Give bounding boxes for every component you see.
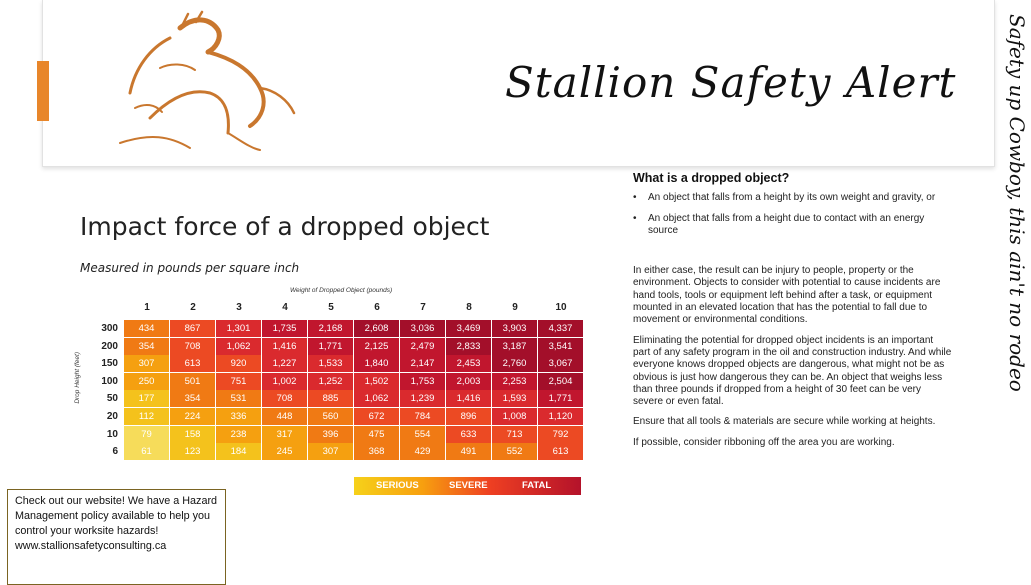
- heatmap-cell: 238: [216, 426, 261, 443]
- info-bullet: • An object that falls from a height by its own weight and gravity, or: [633, 192, 953, 204]
- heatmap-cell: 2,453: [446, 355, 491, 372]
- heatmap-cell: 475: [354, 426, 399, 443]
- legend-serious: SERIOUS: [376, 480, 419, 491]
- side-slogan: Safety up Cowboy, this ain't no rodeo: [1005, 14, 1029, 392]
- heatmap-cell: 531: [216, 390, 261, 407]
- heatmap-cell: 1,502: [354, 373, 399, 390]
- weight-tick-label: 4: [282, 302, 288, 313]
- heatmap-cell: 123: [170, 443, 215, 460]
- heatmap-cell: 79: [124, 426, 169, 443]
- heatmap-cell: 1,735: [262, 320, 307, 337]
- heatmap-cell: 713: [492, 426, 537, 443]
- heatmap-cell: 1,252: [308, 373, 353, 390]
- heatmap-cell: 920: [216, 355, 261, 372]
- heatmap-cell: 613: [170, 355, 215, 372]
- heatmap-cell: 307: [308, 443, 353, 460]
- heatmap-cell: 354: [124, 338, 169, 355]
- heatmap-cell: 354: [170, 390, 215, 407]
- height-axis-title: Drop Height (feet): [74, 352, 81, 404]
- weight-tick-label: 6: [374, 302, 380, 313]
- brand-title: Stallion Safety Alert: [505, 58, 957, 107]
- weight-axis-title: Weight of Dropped Object (pounds): [290, 287, 393, 294]
- info-panel: [633, 172, 953, 457]
- heatmap-cell: 3,036: [400, 320, 445, 337]
- heatmap-cell: 177: [124, 390, 169, 407]
- severity-legend: [354, 477, 581, 495]
- heatmap-cell: 633: [446, 426, 491, 443]
- info-paragraph: In either case, the result can be injury to people, property or the environment. Objects to consider with potential to cause incidents are hand tools, tools or equipment left behind after a task, or equipment mounted in an elevated location that has the potential to fall due to movement or environmental conditions.: [633, 265, 941, 326]
- height-tick-label: 150: [101, 358, 118, 370]
- heatmap-cell: 3,903: [492, 320, 537, 337]
- heatmap-cell: 1,593: [492, 390, 537, 407]
- heatmap-cell: 867: [170, 320, 215, 337]
- heatmap-cell: 336: [216, 408, 261, 425]
- heatmap-cell: 429: [400, 443, 445, 460]
- heatmap-cell: 1,062: [354, 390, 399, 407]
- heatmap-cell: 552: [492, 443, 537, 460]
- weight-tick-label: 5: [328, 302, 334, 313]
- info-bullet: • An object that falls from a height due to contact with an energy source: [633, 213, 953, 238]
- heatmap-cell: 501: [170, 373, 215, 390]
- heatmap-cell: 885: [308, 390, 353, 407]
- website-text: Check out our website! We have a Hazard Management policy available to help you control your worksite hazards!: [15, 495, 218, 537]
- heatmap-cell: 896: [446, 408, 491, 425]
- weight-tick-label: 7: [420, 302, 426, 313]
- heatmap-cell: 434: [124, 320, 169, 337]
- weight-tick-label: 3: [236, 302, 242, 313]
- heatmap-cell: 396: [308, 426, 353, 443]
- height-tick-label: 300: [101, 323, 118, 334]
- chart-title: Impact force of a dropped object: [80, 212, 490, 241]
- heatmap-cell: 4,337: [538, 320, 583, 337]
- heatmap-cell: 245: [262, 443, 307, 460]
- height-tick-label: 10: [106, 428, 118, 440]
- heatmap-cell: 1,120: [538, 408, 583, 425]
- heatmap-cell: 3,187: [492, 338, 537, 355]
- stallion-logo: [110, 8, 310, 158]
- heatmap-cell: 2,504: [538, 373, 583, 390]
- weight-tick-label: 1: [144, 302, 150, 313]
- legend-severe: SEVERE: [449, 480, 488, 491]
- heatmap-cell: 784: [400, 408, 445, 425]
- heatmap-cell: 2,003: [446, 373, 491, 390]
- heatmap-cell: 2,147: [400, 355, 445, 372]
- heatmap-cell: 61: [124, 443, 169, 460]
- heatmap-cell: 3,067: [538, 355, 583, 372]
- heatmap-cell: 1,753: [400, 373, 445, 390]
- heatmap-cell: 224: [170, 408, 215, 425]
- heatmap-cell: 613: [538, 443, 583, 460]
- heatmap-cell: 1,227: [262, 355, 307, 372]
- info-paragraph: Eliminating the potential for dropped object incidents is an important part of any safety program in the oil and construction industry. And while everyone knows dropped objects are dangerous, what might not be as obvious is just how dangerous they can be. An object that weighs less than three pounds if dropped from a height of 30 feet can be very severe or even fatal.: [633, 334, 952, 408]
- heatmap-cell: 672: [354, 408, 399, 425]
- accent-bar: [37, 61, 49, 121]
- heatmap-cell: 1,416: [446, 390, 491, 407]
- heatmap-cell: 2,833: [446, 338, 491, 355]
- heatmap-cell: 1,771: [308, 338, 353, 355]
- heatmap-cell: 1,771: [538, 390, 583, 407]
- impact-force-heatmap: [124, 320, 584, 460]
- height-tick-label: 200: [101, 340, 118, 352]
- heatmap-cell: 3,469: [446, 320, 491, 337]
- heatmap-cell: 184: [216, 443, 261, 460]
- heatmap-cell: 1,239: [400, 390, 445, 407]
- info-paragraph: Ensure that all tools & materials are secure while working at heights.: [633, 416, 936, 428]
- legend-fatal: FATAL: [522, 480, 552, 491]
- heatmap-cell: 1,301: [216, 320, 261, 337]
- heatmap-cell: 708: [170, 338, 215, 355]
- heatmap-cell: 368: [354, 443, 399, 460]
- heatmap-cell: 112: [124, 408, 169, 425]
- height-tick-label: 20: [106, 411, 118, 422]
- heatmap-cell: 250: [124, 373, 169, 390]
- height-tick-label: 50: [106, 393, 118, 405]
- height-tick-label: 100: [101, 375, 118, 387]
- website-link[interactable]: www.stallionsafetyconsulting.ca: [15, 540, 167, 552]
- heatmap-cell: 491: [446, 443, 491, 460]
- heatmap-cell: 2,168: [308, 320, 353, 337]
- heatmap-cell: 560: [308, 408, 353, 425]
- heatmap-cell: 1,062: [216, 338, 261, 355]
- weight-tick-label: 9: [512, 302, 518, 313]
- heatmap-cell: 2,608: [354, 320, 399, 337]
- heatmap-cell: 554: [400, 426, 445, 443]
- website-callout: [7, 489, 226, 585]
- info-paragraph: If possible, consider ribboning off the area you are working.: [633, 436, 895, 448]
- heatmap-cell: 1,533: [308, 355, 353, 372]
- heatmap-cell: 3,541: [538, 338, 583, 355]
- height-tick-label: 6: [112, 446, 118, 458]
- chart-subtitle: Measured in pounds per square inch: [80, 261, 300, 275]
- heatmap-cell: 2,125: [354, 338, 399, 355]
- heatmap-cell: 2,479: [400, 338, 445, 355]
- heatmap-cell: 1,840: [354, 355, 399, 372]
- heatmap-cell: 751: [216, 373, 261, 390]
- heatmap-cell: 708: [262, 390, 307, 407]
- heatmap-cell: 317: [262, 426, 307, 443]
- heatmap-cell: 1,002: [262, 373, 307, 390]
- heatmap-cell: 2,760: [492, 355, 537, 372]
- weight-tick-label: 8: [466, 302, 472, 313]
- heatmap-cell: 2,253: [492, 373, 537, 390]
- heatmap-cell: 1,416: [262, 338, 307, 355]
- heatmap-cell: 1,008: [492, 408, 537, 425]
- weight-tick-label: 10: [555, 302, 567, 313]
- heatmap-cell: 158: [170, 426, 215, 443]
- heatmap-cell: 792: [538, 426, 583, 443]
- heatmap-cell: 307: [124, 355, 169, 372]
- weight-tick-label: 2: [190, 302, 196, 313]
- info-bullets: [633, 192, 953, 237]
- info-heading: What is a dropped object?: [633, 171, 790, 185]
- heatmap-cell: 448: [262, 408, 307, 425]
